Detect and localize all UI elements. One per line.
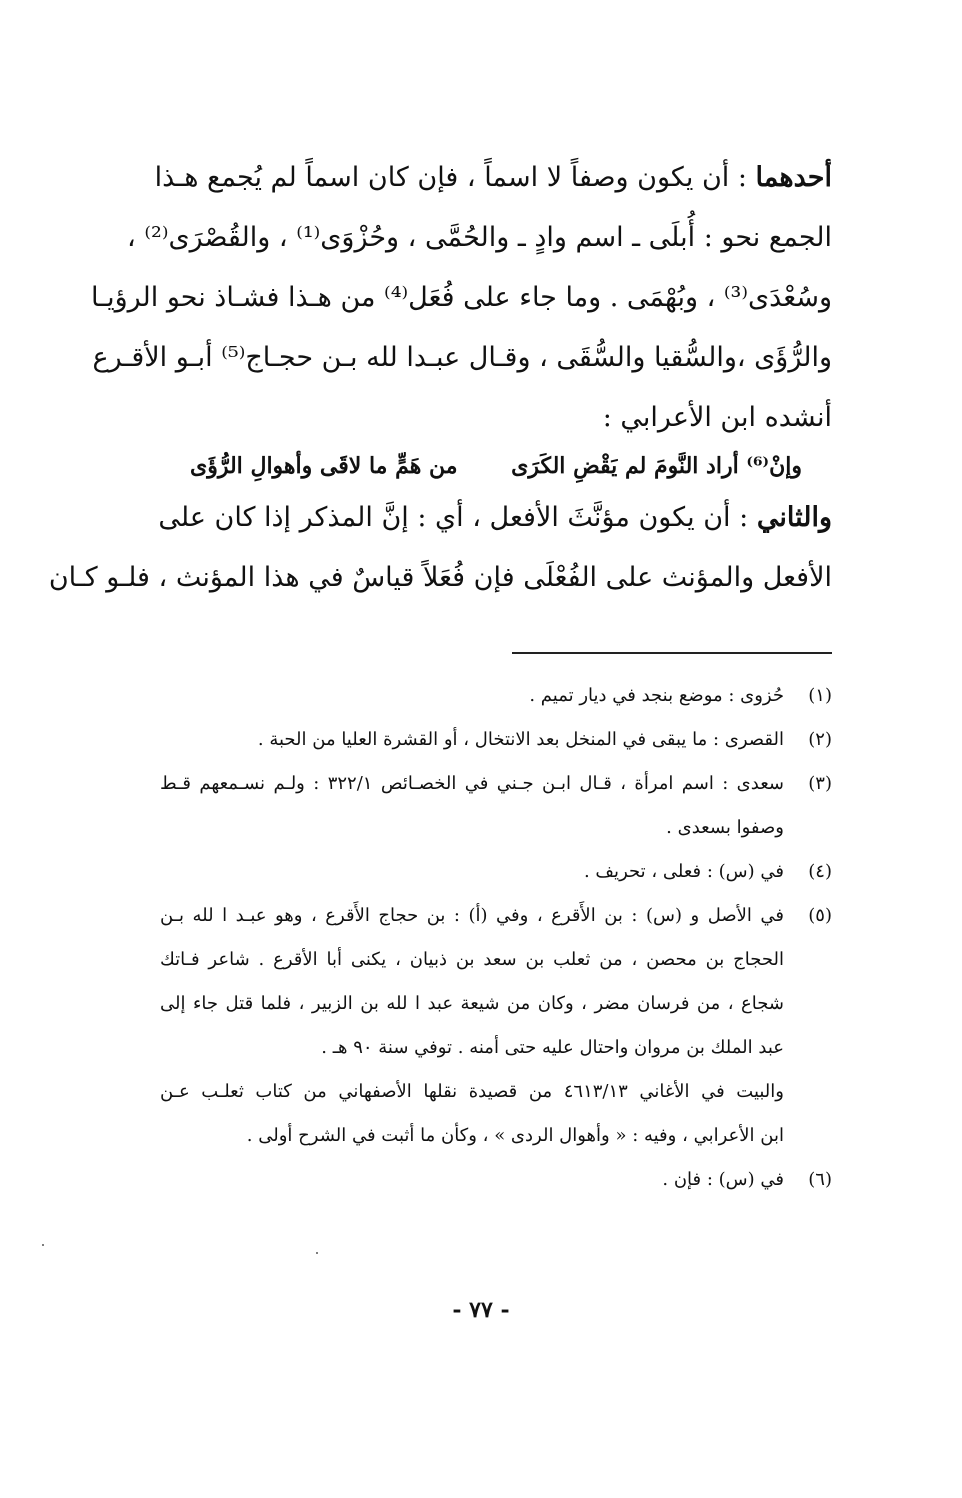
- main-text: [90, 148, 832, 448]
- text-line: وسُعْدَى⁽³⁾ ، وبُهْمَى . وما جاء على فُعَل⁽⁴⁾ من هـذا فشـاذ نحو الرؤيـا: [90, 282, 832, 313]
- footnote-number: (٢): [808, 729, 832, 750]
- text-line: أنشده ابن الأعرابي :: [602, 402, 832, 433]
- footnote-line: والبيت في الأغاني ٤٦١٣/١٣ من قصيدة نقلها الأصفهاني من كتاب ثعلـب عـن: [160, 1081, 784, 1102]
- footnote-number: (٣): [808, 773, 832, 794]
- footnote-number: (٥): [808, 905, 832, 926]
- lead-word: أحدهما: [755, 162, 832, 193]
- footnote: [160, 1158, 832, 1202]
- poem-hemistich-first: وإنْ⁽⁶⁾ أراد النَّومَ لم يَقْضِ الكَرَى: [511, 453, 802, 479]
- footnote: [160, 674, 832, 718]
- footnote-body: [160, 850, 784, 894]
- footnote-number: (٤): [808, 861, 832, 882]
- text-line: [154, 148, 832, 208]
- footnote-line: القصرى : ما يبقى في المنخل بعد الانتخال ، أو القشرة العليا من الحبة .: [257, 729, 784, 750]
- footnote-body: [160, 718, 784, 762]
- main-text-continued: [48, 488, 832, 608]
- footnote: [160, 850, 832, 894]
- footnote-body: [160, 894, 784, 1158]
- footnote-number: (٦): [808, 1169, 832, 1190]
- line-text: : أن يكون وصفاً لا اسماً ، فإن كان اسماً لم يُجمع هـذا: [154, 162, 756, 193]
- footnote-line: سعدى : اسم امرأة ، قـال ابـن جـني في الخصـائص ٣٢٢/١ : ولـم نسـمعهم قـط: [160, 773, 784, 794]
- footnotes: [160, 674, 832, 1202]
- footnote-line: الحجاج بن محصن ، من ثعلب بن سعد بن ذبيان ، يكنى أبا الأقرع . شاعر فـاتك: [160, 949, 784, 970]
- text-line: الأفعل والمؤنث على الفُعْلَى فإن فُعَلاً قياسٌ في هذا المؤنث ، فلـو كـان: [48, 562, 832, 593]
- lead-word: والثاني: [756, 502, 832, 533]
- footnote-line: في (س) : فعلى ، تحريف .: [583, 861, 784, 882]
- footnote-body: [160, 1158, 784, 1202]
- text-line: [160, 488, 832, 548]
- footnote: [160, 762, 832, 850]
- footnote-number: (١): [808, 685, 832, 706]
- footnote-body: [160, 674, 784, 718]
- page-number: - ٧٧ -: [452, 1297, 510, 1323]
- footnote: [160, 718, 832, 762]
- footnote-line: ابن الأعرابي ، وفيه : « وأهوال الردى » ، وكأن ما أثبت في الشرح أولى .: [246, 1125, 784, 1146]
- poem-hemistich-second: من هَمٍّ ما لاقَى وأهوالِ الرُّؤَى: [190, 453, 458, 479]
- footnote-line: شجاع ، من فرسان مضر ، وكان من شيعة عبد ا لله بن الزبير ، فلما قتل جاء إلى: [160, 993, 784, 1014]
- footnote-body: [160, 762, 784, 850]
- footnote-line: في الأصل و (س) : بن الأَقرع ، وفي (أ) : بن حجاج الأَقرع ، وهو عبـد ا لله بـن: [160, 905, 784, 926]
- footnote: [160, 894, 832, 1158]
- scan-speck: [316, 1252, 318, 1254]
- text-line: الجمع نحو : أُبلَى ـ اسم وادٍ ـ والحُمَّى ، وحُزْوَى⁽¹⁾ ، والقُصْرَى⁽²⁾ ،: [127, 222, 832, 253]
- line-text: : أن يكون مؤنَّثَ الأفعل ، أي : إنَّ المذكر إذا كان على: [158, 502, 757, 533]
- footnote-line: عبد الملك بن مروان واحتال عليه حتى أمنه . توفي سنة ٩٠ هـ .: [321, 1037, 784, 1058]
- footnote-line: وصفوا بسعدى .: [666, 817, 784, 838]
- text-line: والرُّؤَى ،والسُّقيا والسُّقَى ، وقـال عبـدا لله بـن حجـاج⁽⁵⁾ أبـو الأقـرع: [92, 342, 832, 373]
- scan-speck: [42, 1244, 44, 1246]
- footnote-line: حُزوى : موضع بنجد في ديار تميم .: [529, 685, 784, 706]
- poem-verse: [190, 438, 802, 494]
- footnote-separator: [512, 652, 832, 654]
- footnote-line: في (س) : فإن .: [662, 1169, 784, 1190]
